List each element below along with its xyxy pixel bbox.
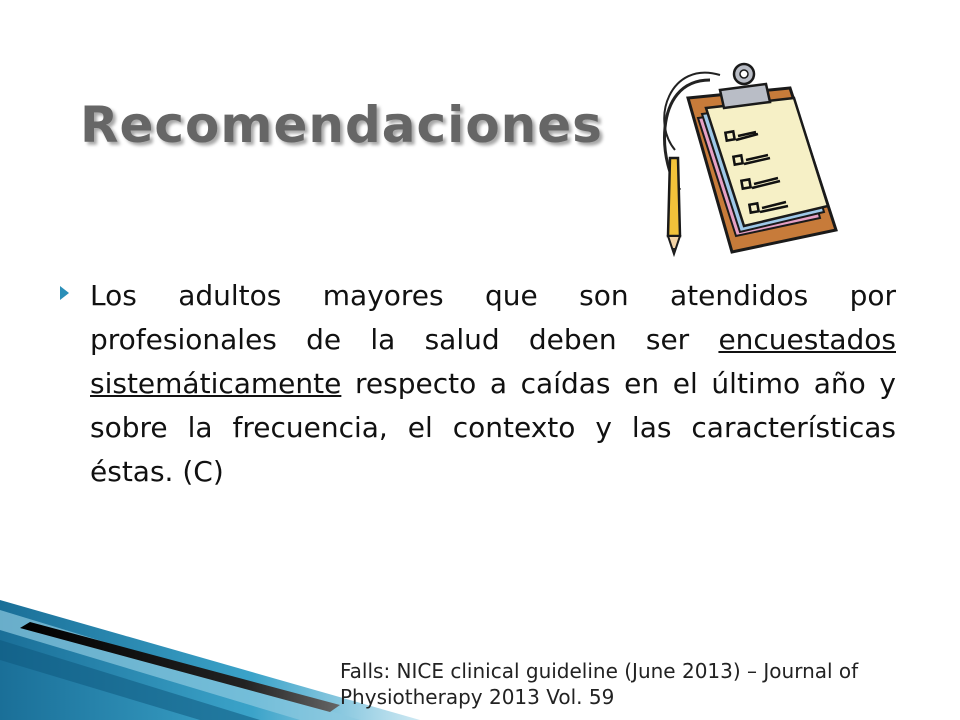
bullet-text-part1: Los adultos mayores que son atendidos por profesionales de la salud deben ser: [90, 279, 896, 356]
bullet-text: [90, 274, 896, 494]
bullet-text-part2: respecto a caídas en el último año y sobre la frecuencia, el contexto y las características éstas. (C): [90, 367, 896, 488]
citation-line-1: Falls: NICE clinical guideline (June 2013) – Journal of: [340, 659, 859, 683]
bullet-list: [60, 274, 896, 494]
slide-title: Recomendaciones: [80, 96, 603, 154]
bullet-text-underlined: encuestados sistemáticamente: [90, 323, 896, 400]
citation-line-2: Physiotherapy 2013 Vol. 59: [340, 685, 615, 709]
triangle-bullet-icon: [60, 286, 69, 300]
citation: [340, 658, 960, 710]
clipboard-checklist-icon: [640, 40, 840, 270]
